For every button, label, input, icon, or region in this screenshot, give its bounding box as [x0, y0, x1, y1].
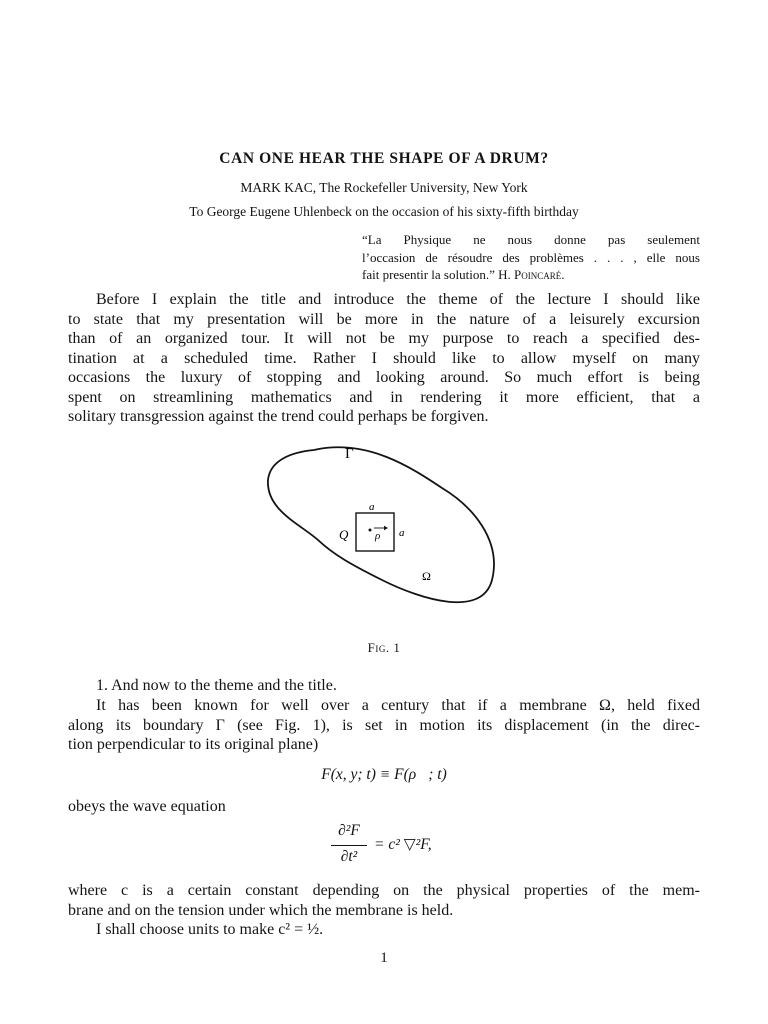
epigraph-attribution: Poincaré. [514, 267, 565, 282]
text-line: along its boundary Γ (see Fig. 1), is set in motion its displacement (in the direc- [68, 716, 700, 734]
epigraph [362, 231, 700, 284]
rho-label: ρ [375, 530, 381, 542]
figure-caption: Fig. 1 [367, 640, 401, 655]
text-line: where c is a certain constant depending on the physical properties of the mem- [68, 882, 700, 899]
text-line: Before I explain the title and introduce the theme of the lecture I should like [96, 291, 700, 308]
text-line: tination at a scheduled time. Rather I should like to allow myself on many [68, 349, 700, 367]
text-line: occasions the luxury of stopping and looking around. So much effort is being [68, 369, 700, 386]
fraction-bar [331, 845, 367, 846]
figure-1-diagram [262, 440, 506, 610]
wave-eq-rhs: = c² ▽²F, [374, 836, 432, 853]
author-line: MARK KAC, The Rockefeller University, New York [240, 180, 528, 195]
text-line: to state that my presentation will be more in the nature of a leisurely excursion [68, 310, 700, 328]
membrane-boundary-curve [268, 447, 494, 602]
side-a-right-label: a [399, 527, 405, 539]
wave-eq-denominator: ∂t² [340, 848, 358, 865]
text-line: I shall choose units to make c² = ½. [96, 921, 324, 938]
constant-paragraph [68, 881, 700, 940]
epigraph-last-line [362, 266, 700, 284]
text-line: than of an organized tour. It will not be my purpose to reach a specified des- [68, 330, 700, 347]
section-1-heading [68, 676, 700, 696]
text-line: 1. And now to the theme and the title. [96, 677, 337, 694]
epigraph-line: “La Physique ne nous donne pas seulement [362, 232, 700, 247]
wave-intro [68, 797, 700, 817]
displacement-equation: F(x, y; t) ≡ F(ρ⃗; t) [321, 766, 447, 783]
paper-title: CAN ONE HEAR THE SHAPE OF A DRUM? [219, 150, 549, 167]
text-line: brane and on the tension under which the membrane is held. [68, 901, 454, 919]
dedication-line: To George Eugene Uhlenbeck on the occasion of his sixty-fifth birthday [189, 204, 579, 219]
point-rho [369, 529, 372, 532]
wave-equation [330, 820, 470, 870]
epigraph-last-text: fait presentir la solution.” H. [362, 267, 511, 282]
text-line: It has been known for well over a century that if a membrane Ω, held fixed [96, 697, 700, 714]
wave-eq-numerator: ∂²F [338, 822, 360, 839]
gamma-label: Γ [345, 446, 354, 462]
text-line: solitary transgression against the trend could perhaps be forgiven. [68, 408, 489, 425]
page-number: 1 [380, 950, 388, 966]
intro-paragraph [68, 290, 700, 427]
text-line: obeys the wave equation [68, 798, 226, 815]
text-line: tion perpendicular to its original plane) [68, 736, 319, 753]
section-1-paragraph [68, 696, 700, 755]
text-line: spent on streamlining mathematics and in rendering it more efficient, that a [68, 388, 700, 406]
omega-label: Ω [422, 569, 431, 583]
side-a-top-label: a [369, 501, 375, 513]
epigraph-line: l’occasion de résoudre des problèmes . . . , elle nous [362, 249, 700, 265]
q-label: Q [339, 527, 349, 542]
rho-arrowhead [384, 526, 388, 530]
